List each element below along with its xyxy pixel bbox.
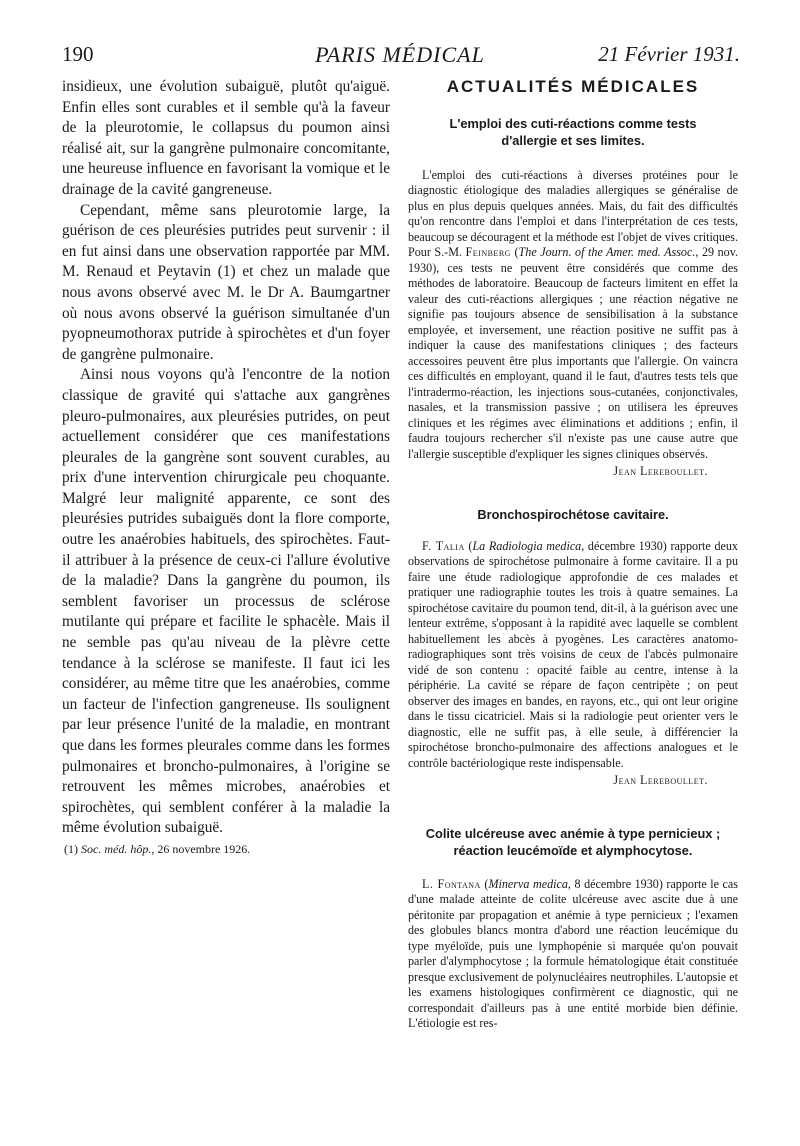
left-column [62,77,390,860]
section-rubric: ACTUALITÉS MÉDICALES [446,77,700,96]
article-body: L. Fontana (Minerva medica, 8 décembre 1930) rapporte le cas d'une malade atteinte de colite ulcéreuse avec ascite due à une péritonite par propagation et anémie à type pernicieux ; l'examen des globules blancs montra d'abord une réaction leucémique du type myéloïde, puis une lymphopénie si marquée qu'on pouvait parler d'alymphocytose ; la formule hématologique était constituée presque exclusivement de polynucléaires neutrophiles. L'autopsie et les examens histologiques confirmèrent ce diagnostic, qui ne correspondait d'ailleurs pas à une entité morbide bien définie. L'étiologie est res- [408,876,738,1030]
paragraph: Cependant, même sans pleurotomie large, la guérison de ces pleurésies putrides peut survenir : il en fut ainsi dans une observation rapportée par MM. M. Renaud et Peytavin (1) et chez un malade que nous avons observé avec M. le Dr A. Baumgartner où nous avons observé la guérison simultanée d'un pyopneumothorax putride à spirochètes et d'un foyer de gangrène pulmonaire. [62,201,390,363]
paragraph: Ainsi nous voyons qu'à l'encontre de la notion classique de gravité qui s'attache aux gangrènes pleuro-pulmonaires, aux pleurésies putrides, on peut actuellement considérer que ces manifestations pleurales de la gangrène sont souvent curables, au prix d'une intervention chirurgicale peu choquante. Malgré leur malignité apparente, ce sont des pleurésies putrides subaiguës dont la flore comporte, outre les anaérobies habituels, des spirochètes. Faut-il attribuer à la présence de ceux-ci l'allure évolutive de la maladie? Dans la gangrène du poumon, ils semblent favoriser un processus de sclérose mutilante qui prépare et facilite le sphacèle. Mais il ne semble pas qu'au niveau de la plèvre cette tendance à la sclérose se manifeste. Il faut ici les considérer, au même titre que les anaérobies, comme un facteur de l'infection gangreneuse. Ils soulignent par leur présence l'unité de la maladie, en montrant que dans les formes pleurales comme dans les formes pulmonaires et broncho-pulmonaires, à l'origine se retrouvent les mêmes microbes, anaérobies et spirochètes, qui semblent conférer à la maladie la même évolution subaiguë. [62,366,390,837]
article-text: L'emploi des cuti-réactions à diverses protéines pour le diagnostic étiologique des maladies allergiques se généralise de plus en plus depuis quelques années. Mais, du fait des difficultés qu'on rencontre dans l'emploi et dans l'interprétation de ces tests, beaucoup se découragent et la méthode est l'objet de vives critiques. Pour S.-M. [408,167,738,259]
article-title: Colite ulcéreuse avec anémie à type pernicieux ; réaction leucémoïde et alymphocytose. [425,825,721,858]
footnote-number: (1) [64,841,78,856]
article-title: Bronchospirochétose cavitaire. [477,506,669,522]
cited-author: L. Fontana [422,876,481,891]
paragraph: insidieux, une évolution subaiguë, plutôt qu'aiguë. Enfin elles sont curables et il semble qu'à la faveur de la pleurotomie, le collapsus du poumon ainsi réalisé ait, sur la gangrène pulmonaire concomitante, une heureuse influence en favorisant la vomique et le drainage de la cavité gangreneuse. [62,78,390,198]
article-signature: Jean Lereboullet. [613,773,708,787]
footnote-source: Soc. méd. hôp. [81,841,152,856]
ref-paren: ( [510,245,519,259]
page-number: 190 [62,42,94,66]
article-text: , 8 décembre 1930) rapporte le cas d'une malade atteinte de colite ulcéreuse avec ascite due à une péritonite par propagation et anémie à type pernicieux ; l'examen des globules blancs montra d'abord une réaction leucémique du type myéloïde, puis une lymphopénie si marquée qu'on pouvait parler d'alymphocytose ; la formule hématologique était constituée presque exclusivement de polynucléaires neutrophiles. L'autopsie et les examens histologiques confirmèrent ce diagnostic, qui ne correspondait d'ailleurs pas à une entité morbide bien définie. L'étiologie est res- [408,876,738,1030]
cited-journal: La Radiologia medica [472,538,582,553]
article-body [408,168,738,463]
cited-journal: Minerva medica [488,876,568,891]
cited-author: Feinberg [465,245,511,259]
footnote-text: , 26 novembre 1926. [151,841,251,856]
cited-author: F. Talia [422,538,465,553]
journal-title: PARIS MÉDICAL [315,42,485,67]
cited-journal: The Journ. of the Amer. med. Assoc. [518,245,696,259]
footnote [62,839,390,860]
article-body: F. Talia (La Radiologia medica, décembre 1930) rapporte deux observations de spirochétose pulmonaire à forme cavitaire. Il a pu faire une étude radiologique approfondie de ces malades et pratiquer une radiographie toutes les trois à quatre semaines. La spirochétose cavitaire du poumon tend, dit-il, à la guérison avec une lenteur extrême, s'opposant à la rapidité avec laquelle se comblent habituellement les abcès à pyogènes. Les caractères anatomo-radiographiques sont très voisins de ceux de l'abcès pulmonaire vidé de son contenu : opacité faible au centre, intense à la périphérie. La cavité se répare de façon centripète ; on peut observer des images en bandes, en rayons, etc., qui ont leur origine dans le tissu cicatriciel. Mais si la radiologie peut orienter vers le diagnostic, elle ne suffit pas, à elle seule, à différencier la spirochétose broncho-pulmonaire des affections analogues et le contrôle bactériologique reste indispensable. [408,538,738,770]
article-signature: Jean Lereboullet. [613,464,708,478]
article-text: , décembre 1930) rapporte deux observations de spirochétose pulmonaire à forme cavitaire. Il a pu faire une étude radiologique approfondie de ces malades et pratiquer une radiographie toutes les trois à quatre semaines. La spirochétose cavitaire du poumon tend, dit-il, à la guérison avec une lenteur extrême, s'opposant à la rapidité avec laquelle se comblent habituellement les abcès à pyogènes. Les caractères anatomo-radiographiques sont très voisins de ceux de l'abcès pulmonaire vidé de son contenu : opacité faible au centre, intense à la périphérie. La cavité se répare de façon centripète ; on peut observer des images en bandes, en rayons, etc., qui ont leur origine dans le tissu cicatriciel. Mais si la radiologie peut orienter vers le diagnostic, elle ne suffit pas, à elle seule, à différencier la spirochétose broncho-pulmonaire des affections analogues et le contrôle bactériologique reste indispensable. [408,538,738,770]
article-title: L'emploi des cuti-réactions comme tests d'allergie et ses limites. [449,115,697,148]
article-text: , 29 nov. 1930), ces tests ne peuvent être considérés que comme des méthodes de laboratoire. Beaucoup de facteurs limitent en effet la valeur des cuti-réactions allergiques ; une réaction négative ne signifie pas toujours absence de sensibilisation à la substance employée, et inversement, une réaction positive ne suffit pas à indiquer la cause des manifestations cliniques ; des facteurs accessoires peuvent être plus importants que l'allergie. On vaincra ces difficultés en employant, quand il le faut, d'autres tests tels que l'intradermo-réaction, les injections sous-cutanées, conjonctivales, nasales, et la transmission passive ; on utilisera les épreuves cliniques et les régimes avec éliminations et additions ; enfin, il faudra toujours rechercher s'il n'existe pas une cause autre que l'allergie susceptible d'expliquer les signes cliniques observés. [408,245,739,461]
right-column [408,77,738,1032]
issue-date: 21 Février 1931. [598,42,740,66]
